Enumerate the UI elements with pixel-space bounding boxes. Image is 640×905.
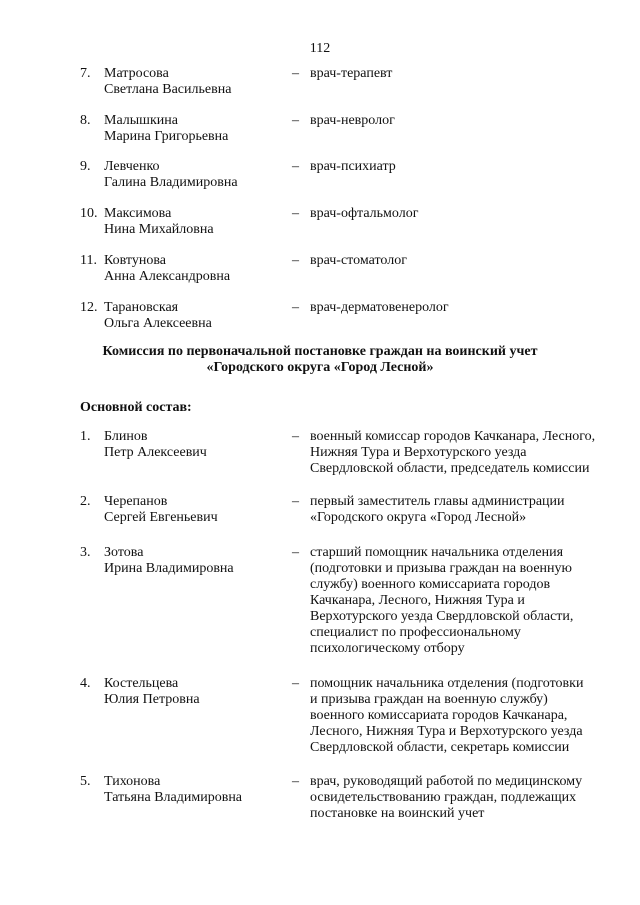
dash: – [292,206,299,221]
person-name: Костельцева Юлия Петровна [104,676,200,707]
person-name: Тарановская Ольга Алексеевна [104,300,212,331]
dash: – [292,676,299,691]
item-number: 2. [80,494,91,509]
item-number: 5. [80,774,91,789]
dash: – [292,545,299,560]
person-role: военный комиссар городов Качканара, Лесного, Нижняя Тура и Верхотурского уезда Свердловской области, председатель комиссии [310,429,596,476]
item-number: 10. [80,206,98,221]
person-role: врач-офтальмолог [310,206,419,221]
dash: – [292,253,299,268]
person-role: врач-стоматолог [310,253,407,268]
dash: – [292,66,299,81]
item-number: 3. [80,545,91,560]
dash: – [292,774,299,789]
person-role: врач-невролог [310,113,395,128]
person-name: Максимова Нина Михайловна [104,206,214,237]
item-number: 4. [80,676,91,691]
person-role: врач-терапевт [310,66,393,81]
dash: – [292,429,299,444]
person-role: помощник начальника отделения (подготовки и призыва граждан на военную службу) военного комиссариата городов Качканара, Лесного, Нижняя Тура и Верхотурского уезда Свердловской области, секретарь комиссии [310,676,584,755]
dash: – [292,159,299,174]
page-number: 112 [309,41,331,56]
person-name: Малышкина Марина Григорьевна [104,113,229,144]
item-number: 1. [80,429,91,444]
person-name: Блинов Петр Алексеевич [104,429,207,460]
item-number: 9. [80,159,91,174]
person-name: Зотова Ирина Владимировна [104,545,234,576]
item-number: 11. [80,253,97,268]
person-role: старший помощник начальника отделения (подготовки и призыва граждан на военную службу) военного комиссариата городов Качканара, Лесного, Нижняя Тура и Верхотурского уезда Свердловской области, специалист по профессиональному психологическому отбору [310,545,574,656]
item-number: 8. [80,113,91,128]
person-name: Черепанов Сергей Евгеньевич [104,494,218,525]
commission-title: Комиссия по первоначальной постановке граждан на воинский учет «Городского округа «Город Лесной» [102,344,538,375]
item-number: 12. [80,300,98,315]
person-role: врач-психиатр [310,159,396,174]
item-number: 7. [80,66,91,81]
dash: – [292,113,299,128]
person-name: Левченко Галина Владимировна [104,159,238,190]
person-name: Ковтунова Анна Александровна [104,253,231,284]
dash: – [292,494,299,509]
person-role: врач, руководящий работой по медицинскому освидетельствованию граждан, подлежащих постановке на воинский учет [310,774,583,821]
person-role: первый заместитель главы администрации «Городского округа «Город Лесной» [310,494,565,525]
person-role: врач-дерматовенеролог [310,300,449,315]
dash: – [292,300,299,315]
person-name: Тихонова Татьяна Владимировна [104,774,243,805]
person-name: Матросова Светлана Васильевна [104,66,232,97]
section-label: Основной состав: [80,400,192,415]
